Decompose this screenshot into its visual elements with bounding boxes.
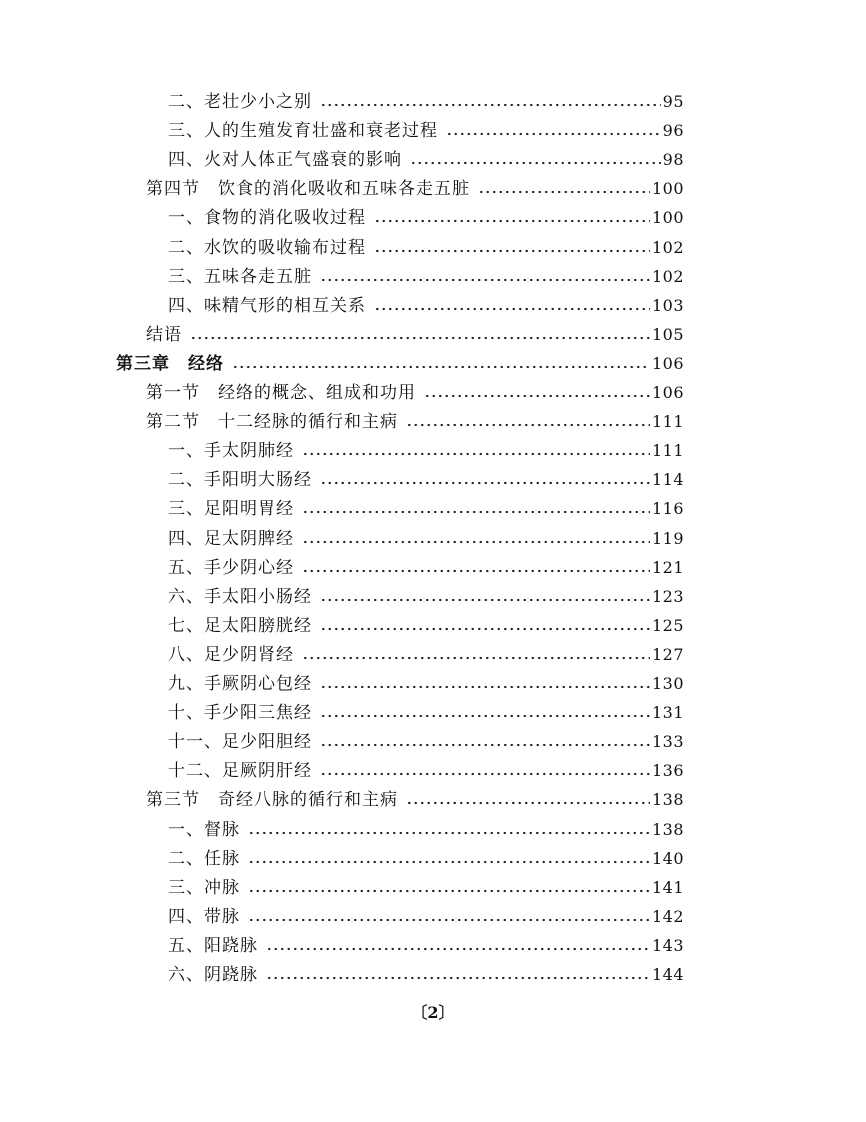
toc-entry [168, 757, 684, 785]
dot-leader [374, 249, 650, 253]
dot-leader [266, 976, 650, 980]
dot-leader [302, 540, 650, 544]
dot-leader [320, 685, 650, 689]
toc-entry-title: 五、阳跷脉 [168, 935, 258, 956]
dot-leader [248, 860, 650, 864]
dot-leader [266, 947, 650, 951]
toc-entry [168, 263, 684, 291]
toc-entry [168, 612, 684, 640]
toc-entry-title: 四、味精气形的相互关系 [168, 295, 366, 316]
dot-leader [302, 452, 650, 456]
toc-entry-title: 一、手太阴肺经 [168, 441, 294, 462]
toc-entry [168, 699, 684, 727]
toc-entry-title: 十一、足少阳胆经 [168, 732, 312, 753]
dot-leader [302, 569, 650, 573]
dot-leader [320, 627, 650, 631]
toc-entry-page: 140 [651, 848, 684, 868]
toc-entry-title: 三、足阳明胃经 [168, 499, 294, 520]
toc-entry-page: 114 [651, 470, 684, 490]
toc-entry [116, 350, 684, 378]
dot-leader [232, 365, 650, 369]
toc-entry-page: 133 [651, 732, 684, 752]
toc-entry [168, 88, 684, 116]
toc-entry-page: 121 [651, 557, 684, 577]
toc-entry-title: 结语 [146, 324, 182, 345]
dot-leader [190, 336, 650, 340]
page-number: 〔2〕 [411, 1003, 455, 1022]
toc-entry-title: 四、足太阴脾经 [168, 528, 294, 549]
toc-entry-page: 119 [651, 528, 684, 548]
toc-entry-title: 五、手少阴心经 [168, 557, 294, 578]
toc-entry [168, 554, 684, 582]
toc-entry-title: 九、手厥阴心包经 [168, 674, 312, 694]
toc-entry-page: 143 [651, 935, 684, 955]
toc-entry-page: 111 [651, 412, 684, 432]
toc-entry-title: 二、水饮的吸收输布过程 [168, 237, 366, 258]
toc-entry-title: 二、手阳明大肠经 [168, 470, 312, 491]
toc-entry [168, 437, 684, 465]
dot-leader [248, 918, 650, 922]
toc-entry-title: 四、火对人体正气盛衰的影响 [168, 150, 402, 171]
toc-entry-page: 106 [651, 353, 684, 373]
toc-entry-page: 102 [651, 266, 684, 286]
toc-entry-page: 144 [651, 965, 684, 984]
dot-leader [374, 307, 650, 311]
toc-entry-title: 第三节 奇经八脉的循行和主病 [146, 790, 398, 811]
toc-entry-page: 136 [651, 761, 684, 781]
dot-leader [406, 423, 650, 427]
toc-entry-title: 第三章 经络 [116, 353, 224, 374]
toc-entry-title: 三、冲脉 [168, 877, 240, 898]
toc-entry-title: 七、足太阳膀胱经 [168, 615, 312, 636]
dot-leader [406, 801, 650, 805]
toc-entry [168, 961, 684, 989]
toc-entry-page: 138 [651, 790, 684, 810]
toc-entry-title: 二、任脉 [168, 848, 240, 869]
toc-entry-title: 八、足少阴肾经 [168, 644, 294, 665]
toc-entry [168, 932, 684, 960]
toc-entry-page: 102 [651, 237, 684, 257]
dot-leader [424, 394, 650, 398]
dot-leader [410, 161, 661, 165]
toc-entry [168, 117, 684, 145]
toc-entry-title: 六、手太阳小肠经 [168, 586, 312, 607]
toc-entry-page: 96 [662, 121, 684, 141]
toc-entry-title: 六、阴跷脉 [168, 965, 258, 985]
toc-entry [168, 234, 684, 262]
toc-entry [168, 728, 684, 756]
dot-leader [320, 103, 661, 107]
dot-leader [320, 598, 650, 602]
toc-entry [146, 175, 684, 203]
toc-entry [168, 845, 684, 873]
toc-entry-title: 三、五味各走五脏 [168, 266, 312, 287]
toc-entry [168, 292, 684, 320]
toc-entry [168, 525, 684, 553]
toc-entry-page: 103 [651, 295, 684, 315]
toc-entry-page: 127 [651, 644, 684, 664]
toc-entry-page: 100 [651, 179, 684, 199]
toc-entry [146, 321, 684, 349]
toc-entry-page: 123 [651, 586, 684, 606]
toc-entry-title: 第二节 十二经脉的循行和主病 [146, 412, 398, 433]
toc-entry [168, 146, 684, 174]
dot-leader [248, 831, 650, 835]
toc-entry [146, 786, 684, 814]
toc-entry [168, 641, 684, 669]
toc-entry-page: 111 [651, 441, 684, 461]
toc-entry-page: 106 [651, 383, 684, 402]
toc-entry [146, 408, 684, 436]
toc-entry [168, 816, 684, 844]
toc-entry-title: 一、食物的消化吸收过程 [168, 208, 366, 229]
toc-entry [146, 379, 684, 407]
toc-entry [168, 670, 684, 698]
toc-entry-title: 第一节 经络的概念、组成和功用 [146, 383, 416, 403]
toc-entry-title: 二、老壮少小之别 [168, 92, 312, 112]
dot-leader [320, 278, 650, 282]
toc-entry-title: 三、人的生殖发育壮盛和衰老过程 [168, 121, 438, 142]
toc-entry-page: 138 [651, 819, 684, 839]
toc-entry-page: 98 [662, 150, 684, 170]
toc-entry [168, 466, 684, 494]
toc-entry-page: 131 [651, 703, 684, 723]
toc-entry-title: 第四节 饮食的消化吸收和五味各走五脏 [146, 179, 470, 200]
dot-leader [478, 190, 650, 194]
dot-leader [320, 772, 650, 776]
toc-entry-page: 105 [651, 324, 684, 344]
toc-entry [168, 874, 684, 902]
dot-leader [320, 714, 650, 718]
toc-entry-page: 141 [651, 877, 684, 897]
dot-leader [320, 481, 650, 485]
dot-leader [302, 510, 650, 514]
dot-leader [446, 132, 661, 136]
toc-entry-page: 116 [651, 499, 684, 519]
dot-leader [320, 743, 650, 747]
toc-entry [168, 583, 684, 611]
toc-entry-title: 一、督脉 [168, 819, 240, 840]
toc-entry-page: 125 [651, 615, 684, 635]
toc-entry [168, 495, 684, 523]
dot-leader [248, 889, 650, 893]
toc-entry-title: 十二、足厥阴肝经 [168, 761, 312, 782]
dot-leader [374, 219, 650, 223]
toc-entry-page: 100 [651, 208, 684, 228]
toc-entry [168, 903, 684, 931]
toc-entry-title: 四、带脉 [168, 906, 240, 927]
toc-entry [168, 204, 684, 232]
toc-entry-page: 130 [651, 674, 684, 693]
toc-entry-title: 十、手少阳三焦经 [168, 703, 312, 724]
dot-leader [302, 656, 650, 660]
toc-entry-page: 95 [662, 92, 684, 111]
toc-entry-page: 142 [651, 906, 684, 926]
